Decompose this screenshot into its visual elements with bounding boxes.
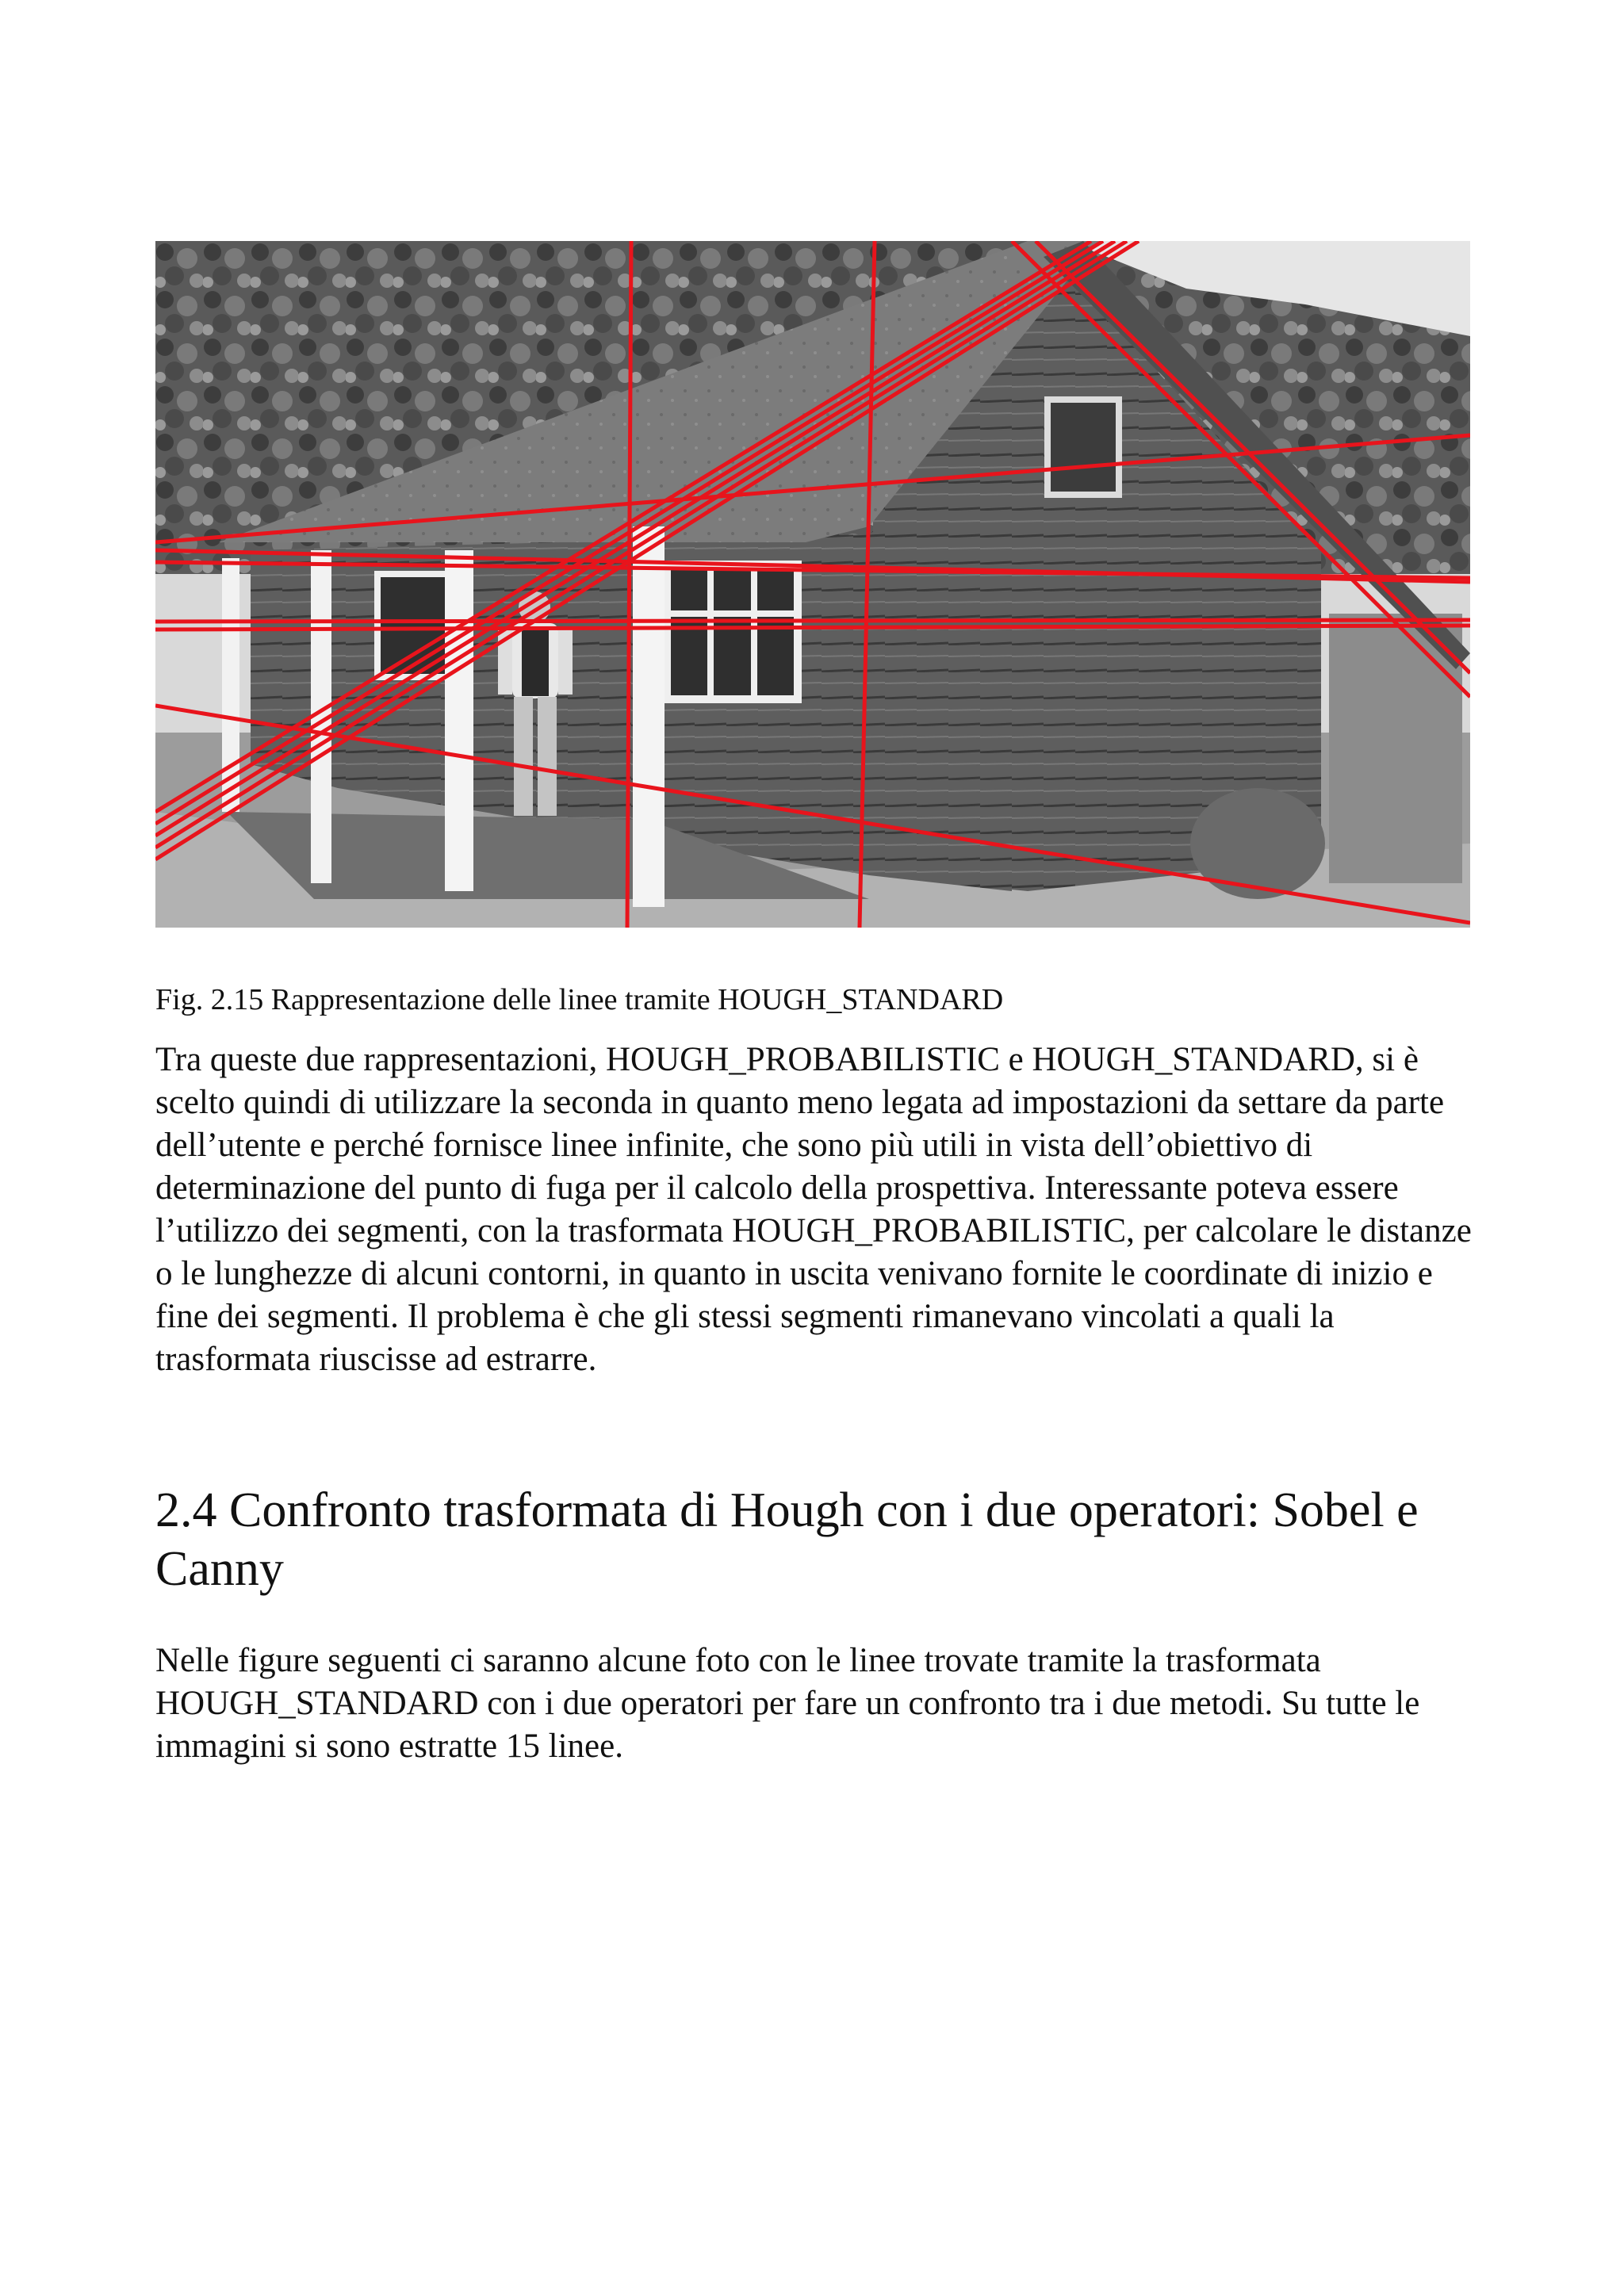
paragraph-figures-intro: Nelle figure seguenti ci saranno alcune foto con le linee trovate tramite la trasformata HOUGH_STANDARD con i due operatori per fare un confronto tra i due metodi. Su tutte le immagini si sono estratte 15 linee. — [155, 1642, 1420, 1765]
porch-post-4 — [633, 526, 665, 907]
paragraph-hough-comparison: Tra queste due rappresentazioni, HOUGH_PROBABILISTIC e HOUGH_STANDARD, si è scelto quindi di utilizzare la seconda in quanto meno legata ad impostazioni da settare da parte dell’utente e perché fornisce linee infinite, che sono più utili in vista dell’obiettivo di determinazione del punto di fuga per il calcolo della prospettiva. Interessante poteva essere l’utilizzo dei segmenti, con la trasformata HOUGH_PROBABILISTIC, per calcolare le distanze o le lunghezze di alcuni contorni, in quanto in uscita venivano fornite le coordinate di inizio e fine dei segmenti. Il problema è che gli stessi segmenti rimanevano vincolati a quali la trasformata riuscisse ad estrarre. — [155, 1041, 1472, 1378]
section-heading: 2.4 Confronto trasformata di Hough con i due operatori: Sobel e Canny — [155, 1483, 1419, 1596]
gable-window — [1048, 400, 1119, 495]
hough-line — [155, 620, 1470, 622]
figure-house-hough-lines — [155, 241, 1470, 928]
house-photo — [155, 241, 1470, 928]
shrub — [1190, 788, 1325, 899]
porch-post-3 — [445, 550, 473, 891]
front-window-right — [667, 564, 798, 699]
figure-caption: Fig. 2.15 Rappresentazione delle linee tramite HOUGH_STANDARD — [155, 983, 1004, 1016]
